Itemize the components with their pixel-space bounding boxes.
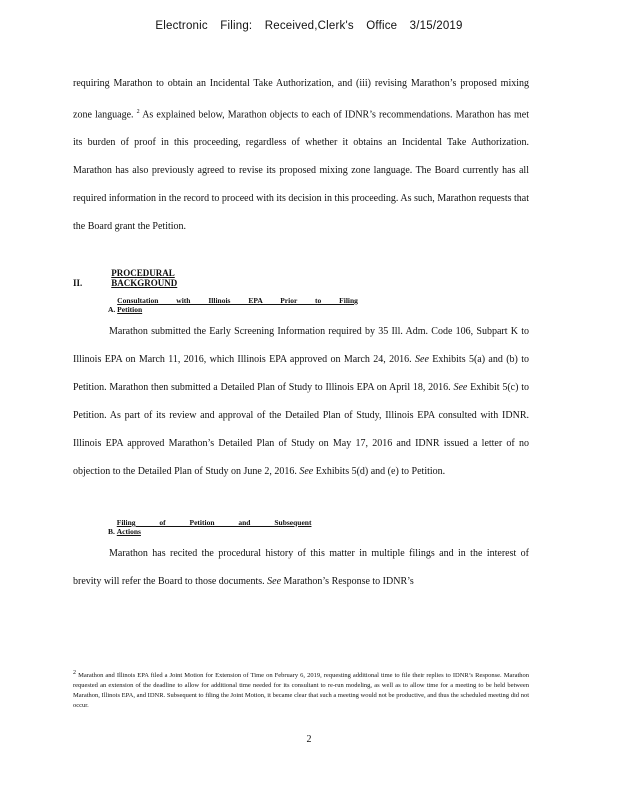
section-title: PROCEDURAL BACKGROUND — [111, 268, 178, 288]
citation-signal: See — [299, 466, 314, 477]
paragraph-intro — [73, 70, 529, 241]
citation-signal: See — [415, 354, 429, 365]
paragraph-text: Marathon’s Response to IDNR’s — [283, 576, 414, 587]
paragraph-text: Exhibits 5(a) and (b) to Petition. Marathon then submitted a Detailed Plan of Study to Illinois EPA on April 18, 2016. — [73, 354, 529, 393]
subsection-heading-b — [108, 518, 329, 536]
subsection-label: B. — [108, 527, 115, 536]
page-number: 2 — [306, 734, 312, 745]
footnote-mark: 2 — [73, 670, 76, 676]
section-number: II. — [73, 278, 83, 288]
subsection-title: Consultation with Illinois EPA Prior to Filing Petition — [117, 296, 358, 314]
footnote-text: Marathon and Illinois EPA filed a Joint Motion for Extension of Time on February 6, 2019, requesting additional time to file their replies to IDNR’s Response. Marathon requested an extension of the deadline to allow for additional time needed for its consultant to re-run modeling, as well as to allow time for a meeting to be held between Marathon, Illinois EPA, and IDNR. Subsequent to filing the Joint Motion, it became clear that such a meeting would not be productive, and thus the scheduled meeting did not occur. — [73, 672, 530, 710]
footnote — [73, 668, 529, 711]
paragraph-filing — [73, 540, 529, 596]
paragraph-text: Exhibits 5(d) and (e) to Petition. — [315, 466, 446, 477]
paragraph-text: Exhibit 5(c) to Petition. As part of its review and approval of the Detailed Plan of Study, Illinois EPA consulted with IDNR. Illinois EPA approved Marathon’s Detailed Plan of Study on May 17, 2016 and IDNR issued a letter of no objection to the Detailed Plan of Study on June 2, 2016. — [73, 382, 529, 477]
paragraph-text: Marathon submitted the Early Screening Information required by 35 Ill. Adm. Code 106, Subpart K to Illinois EPA on March 11, 2016, which Illinois EPA approved on March 24, 2016. — [73, 326, 529, 365]
citation-signal: See — [453, 382, 468, 393]
section-heading — [73, 268, 287, 288]
subsection-label: A. — [108, 305, 116, 314]
paragraph-text: Marathon has recited the procedural history of this matter in multiple filings and in the interest of brevity will refer the Board to those documents. — [73, 548, 529, 587]
paragraph-text: As explained below, Marathon objects to each of IDNR’s recommendations. Marathon has met its burden of proof in this proceeding, regardless of whether it obtains an Incidental Take Authorization. Marathon has also previously agreed to revise its proposed mixing zone language. The Board currently has all required information in the record to proceed with its decision in this proceeding. As such, Marathon requests that the Board grant the Petition. — [73, 109, 530, 233]
filing-stamp-header: Electronic Filing: Received,Clerk's Office 3/15/2019 — [155, 20, 463, 32]
paragraph-text: requiring Marathon to obtain an Incidental Take Authorization, and (iii) revising Marathon’s proposed mixing zone language. — [73, 78, 529, 121]
citation-signal: See — [267, 576, 282, 587]
subsection-title: Filing of Petition and Subsequent Actions — [116, 518, 312, 536]
footnote-reference: 2 — [136, 109, 140, 115]
paragraph-consultation — [73, 318, 529, 486]
subsection-heading-a — [108, 296, 381, 314]
